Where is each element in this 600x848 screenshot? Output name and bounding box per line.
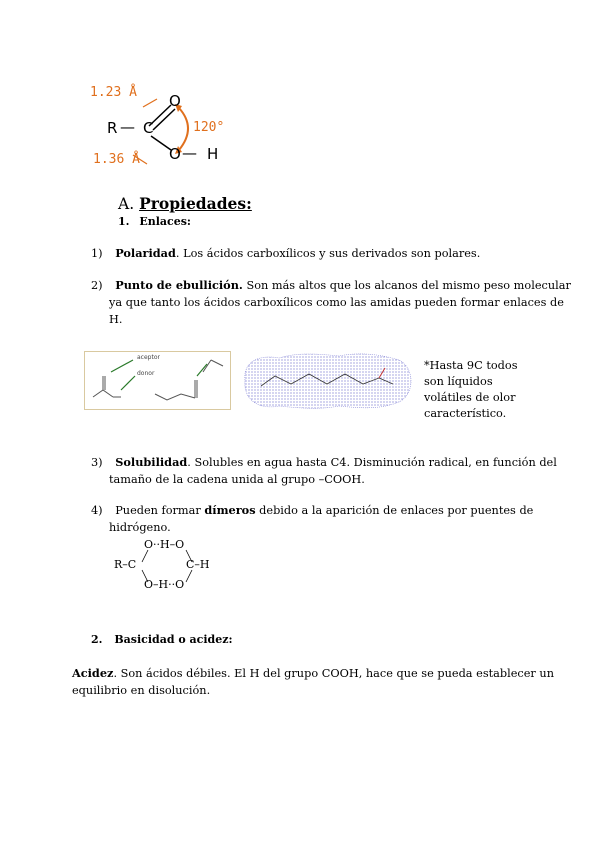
item-text: . Los ácidos carboxílicos y sus derivados son polares. xyxy=(175,247,481,260)
term: Punto de ebullición. xyxy=(115,278,243,292)
list-number: 2) xyxy=(91,279,103,292)
atom-h: H xyxy=(207,145,219,163)
subsection-basicidad xyxy=(91,633,233,646)
item-text: Son más altos que los alcanos del mismo peso molecular xyxy=(242,279,571,292)
item-text-post: debido a la aparición de enlaces por puentes de xyxy=(255,504,534,517)
bond-length-double: 1.23 Å xyxy=(90,85,137,100)
term: dímeros xyxy=(204,503,256,517)
list-item-solubilidad xyxy=(91,454,557,471)
carboxyl-geometry-figure xyxy=(85,80,245,180)
section-heading xyxy=(118,194,252,213)
molecule-density-figure xyxy=(239,350,416,412)
list-item-solubilidad-line2: tamaño de la cadena unida al grupo –COOH. xyxy=(109,473,365,486)
dimer-right: C–H xyxy=(186,558,210,571)
atom-r: R xyxy=(107,119,118,137)
dimer-bottom: O–H··O xyxy=(144,578,185,591)
list-number: 3) xyxy=(91,456,103,469)
list-number: 4) xyxy=(91,504,103,517)
acidez-paragraph-line2: equilibrio en disolución. xyxy=(72,684,211,697)
term: Polaridad xyxy=(115,246,176,260)
dimer-structure xyxy=(112,536,216,596)
subsection-title: Basicidad o acidez: xyxy=(114,633,233,646)
list-number: 1) xyxy=(91,247,103,260)
list-item-ebullicion-line2: ya que tanto los ácidos carboxílicos como las amidas pueden formar enlaces de xyxy=(109,296,564,309)
item-text-pre: Pueden formar xyxy=(115,504,205,517)
side-note-line: *Hasta 9C todos xyxy=(424,359,518,372)
side-note-line: volátiles de olor xyxy=(424,391,516,404)
single-bond-line xyxy=(151,136,171,150)
atom-o-single: O xyxy=(169,145,181,163)
length-marker-top xyxy=(143,99,157,107)
dimer-left: R–C xyxy=(114,558,137,571)
bond-angle-label: 120° xyxy=(193,120,225,135)
list-item-ebullicion xyxy=(91,277,571,294)
term: Acidez xyxy=(72,666,114,680)
side-note-line: característico. xyxy=(424,407,507,420)
donor-label: donor xyxy=(137,370,155,377)
acceptor-label: aceptor xyxy=(137,354,160,361)
side-note-line: son líquidos xyxy=(424,375,493,388)
atom-o-double: O xyxy=(169,92,181,110)
subsection-number: 1. xyxy=(118,215,130,228)
acidez-paragraph xyxy=(72,665,554,682)
section-title: Propiedades: xyxy=(139,194,252,213)
list-item-ebullicion-line3: H. xyxy=(109,313,123,326)
side-note xyxy=(424,358,518,422)
subsection-title: Enlaces: xyxy=(139,215,191,228)
subsection-enlaces xyxy=(118,215,191,228)
list-item-polaridad xyxy=(91,245,480,262)
bond-r-c: — xyxy=(120,118,135,136)
list-item-dimeros xyxy=(91,502,533,519)
atom-c: C xyxy=(143,119,154,137)
dimer-top: O··H–O xyxy=(144,538,185,551)
section-letter: A. xyxy=(118,195,135,213)
molecule-density-drawing xyxy=(239,350,416,412)
hydrogen-bond-figure xyxy=(84,351,231,410)
list-item-dimeros-line2: hidrógeno. xyxy=(109,521,171,534)
item-text: . Solubles en agua hasta C4. Disminución radical, en función del xyxy=(187,456,557,469)
bond-length-single: 1.36 Å xyxy=(93,152,140,167)
term: Solubilidad xyxy=(115,455,188,469)
paragraph-text: . Son ácidos débiles. El H del grupo COOH, hace que se pueda establecer un xyxy=(113,667,554,680)
bond-o-h: — xyxy=(182,144,197,162)
subsection-number: 2. xyxy=(91,633,103,646)
